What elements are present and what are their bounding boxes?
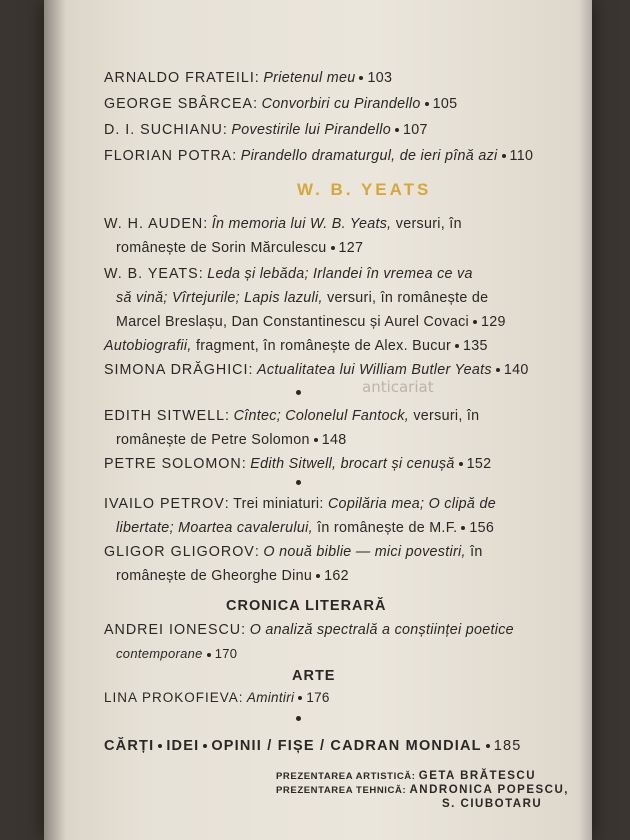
translator: Marcel Breslașu, Dan Constantinescu și Aurel Covaci: [116, 314, 470, 330]
bullet-dot: [461, 526, 465, 530]
author: GEORGE SBÂRCEA: [104, 96, 254, 112]
bullet-dot: [359, 76, 363, 80]
author: ARNALDO FRATEILI: [104, 70, 255, 86]
toc-entry-auden-cont: [116, 240, 363, 256]
note: versuri, în: [395, 216, 462, 232]
toc-entry-auden: W. H. AUDEN: În memoria lui W. B. Yeats, versuri, în: [104, 216, 462, 232]
title: contemporane: [116, 646, 203, 661]
toc-entry-ionescu: ANDREI IONESCU: O analiză spectrală a conștiinței poetice: [104, 622, 514, 638]
toc-entry-sbarcea: GEORGE SBÂRCEA: Convorbiri cu Pirandello 105: [104, 96, 458, 112]
section-idei: IDEI: [166, 738, 200, 754]
page-number: 170: [214, 646, 238, 661]
bullet-dot: [203, 744, 207, 748]
page-number: 140: [503, 362, 529, 378]
page-number: 110: [509, 148, 534, 164]
toc-entry-yeats: W. B. YEATS: Leda și lebăda; Irlandei în vremea ce va: [104, 266, 473, 282]
bullet-dot: [395, 128, 399, 132]
credit-label: PREZENTAREA TEHNICĂ:: [276, 785, 407, 796]
credits-tehnica-cont: [442, 798, 542, 810]
title: Leda și lebăda; Irlandei în vremea ce va: [207, 266, 473, 282]
author: D. I. SUCHIANU: [104, 122, 223, 138]
section-separator-dot: [296, 480, 301, 485]
note: versuri, în: [413, 408, 480, 424]
bullet-dot: [425, 102, 429, 106]
toc-entry-yeats-cont: [116, 290, 488, 306]
toc-entry-frateili: ARNALDO FRATEILI: Prietenul meu 103: [104, 70, 393, 86]
author: EDITH SITWELL: [104, 408, 226, 424]
bullet-dot: [331, 246, 335, 250]
title: Copilăria mea; O clipă de: [327, 496, 496, 512]
page-number: 152: [466, 456, 492, 472]
author: LINA PROKOFIEVA: [104, 690, 239, 705]
title: O nouă biblie — mici povestiri,: [263, 544, 466, 560]
page-number: 135: [463, 338, 488, 354]
page-number: 127: [338, 240, 364, 256]
credits-tehnica: [276, 784, 569, 796]
bullet-dot: [314, 438, 318, 442]
page-gutter-shadow: [44, 0, 66, 840]
bullet-dot: [316, 574, 320, 578]
toc-entry-gligorov: GLIGOR GLIGOROV: O nouă biblie — mici povestiri, în: [104, 544, 483, 560]
translator: în românește de M.F.: [317, 520, 458, 536]
note: Trei miniaturi:: [233, 496, 324, 512]
translator: românește de Sorin Mărculescu: [116, 240, 327, 256]
footer-sections: [104, 738, 522, 754]
bullet-dot: [459, 462, 463, 466]
toc-entry-ionescu-cont: [116, 646, 237, 661]
author: SIMONA DRĂGHICI: [104, 362, 249, 378]
title: libertate; Moartea cavalerului,: [116, 520, 313, 536]
toc-entry-sitwell-cont: [116, 432, 347, 448]
page-number: 107: [403, 122, 428, 138]
title: O analiză spectrală a conștiinței poetice: [249, 622, 514, 638]
translator: românește de Gheorghe Dinu: [116, 568, 313, 584]
credit-name: GETA BRĂTESCU: [418, 770, 537, 782]
bullet-dot: [496, 368, 500, 372]
section-heading-arte: ARTE: [292, 668, 336, 684]
title: În memoria lui W. B. Yeats,: [211, 216, 392, 232]
author: W. B. YEATS: [104, 266, 199, 282]
bullet-dot: [158, 744, 162, 748]
toc-entry-sitwell: EDITH SITWELL: Cîntec; Colonelul Fantock, versuri, în: [104, 408, 480, 424]
title: Autobiografii,: [104, 338, 192, 354]
section-carti: CĂRȚI: [104, 738, 155, 754]
author: IVAILO PETROV: [104, 496, 225, 512]
bullet-dot: [473, 320, 477, 324]
credit-label: PREZENTAREA ARTISTICĂ:: [276, 771, 416, 782]
author: W. H. AUDEN: [104, 216, 204, 232]
page-number: 105: [432, 96, 458, 112]
credit-name: ANDRONICA POPESCU,: [409, 784, 569, 796]
title: Cîntec; Colonelul Fantock,: [233, 408, 410, 424]
toc-entry-draghici: SIMONA DRĂGHICI: Actualitatea lui William Butler Yeats 140: [104, 362, 529, 378]
bullet-dot: [298, 696, 302, 700]
title: Convorbiri cu Pirandello: [261, 96, 421, 112]
toc-entry-gligorov-cont: [116, 568, 349, 584]
author: GLIGOR GLIGOROV: [104, 544, 255, 560]
credit-name: S. CIUBOTARU: [442, 798, 543, 810]
page-number: 103: [367, 70, 393, 86]
bullet-dot: [455, 344, 459, 348]
toc-entry-prokofieva: LINA PROKOFIEVA: Amintiri 176: [104, 690, 330, 705]
page-edge-shadow: [578, 0, 592, 840]
credits-artistica: [276, 770, 536, 782]
section-separator-dot: [296, 390, 301, 395]
toc-entry-solomon: PETRE SOLOMON: Edith Sitwell, brocart și cenușă 152: [104, 456, 492, 472]
toc-entry-suchianu: D. I. SUCHIANU: Povestirile lui Pirandello 107: [104, 122, 428, 138]
title: să vină; Vîrtejurile; Lapis lazuli,: [116, 290, 323, 306]
page-number: 129: [481, 314, 506, 330]
section-separator-dot: [296, 716, 301, 721]
watermark: anticariat: [362, 378, 434, 396]
translator: românește de Petre Solomon: [116, 432, 310, 448]
toc-entry-potra: FLORIAN POTRA: Pirandello dramaturgul, de ieri pînă azi 110: [104, 148, 534, 164]
note: versuri, în românește de: [327, 290, 489, 306]
note: fragment, în românește de Alex. Bucur: [195, 338, 452, 354]
title: Actualitatea lui William Butler Yeats: [257, 362, 492, 378]
bullet-dot: [502, 154, 506, 158]
note: în: [470, 544, 483, 560]
toc-entry-autobiografii: [104, 338, 488, 354]
section-heading-cronica: CRONICA LITERARĂ: [226, 598, 387, 614]
author: PETRE SOLOMON: [104, 456, 242, 472]
page-number: 156: [469, 520, 495, 536]
title: Amintiri: [246, 690, 295, 705]
author: ANDREI IONESCU: [104, 622, 242, 638]
section-opinii: OPINII / FIȘE / CADRAN MONDIAL: [211, 738, 482, 754]
title: Edith Sitwell, brocart și cenușă: [250, 456, 455, 472]
page-number: 185: [493, 738, 522, 754]
page-number: 148: [321, 432, 347, 448]
author: FLORIAN POTRA: [104, 148, 233, 164]
book-page: [44, 0, 592, 840]
toc-entry-petrov: IVAILO PETROV: Trei miniaturi: Copilăria mea; O clipă de: [104, 496, 496, 512]
title: Pirandello dramaturgul, de ieri pînă azi: [240, 148, 498, 164]
title: Prietenul meu: [263, 70, 356, 86]
toc-entry-yeats-cont2: [116, 314, 506, 330]
toc-entry-petrov-cont: [116, 520, 494, 536]
bullet-dot: [207, 653, 211, 657]
page-number: 176: [306, 690, 330, 705]
page-number: 162: [324, 568, 349, 584]
title: Povestirile lui Pirandello: [231, 122, 391, 138]
bullet-dot: [486, 744, 490, 748]
section-heading-yeats: W. B. YEATS: [297, 180, 432, 199]
